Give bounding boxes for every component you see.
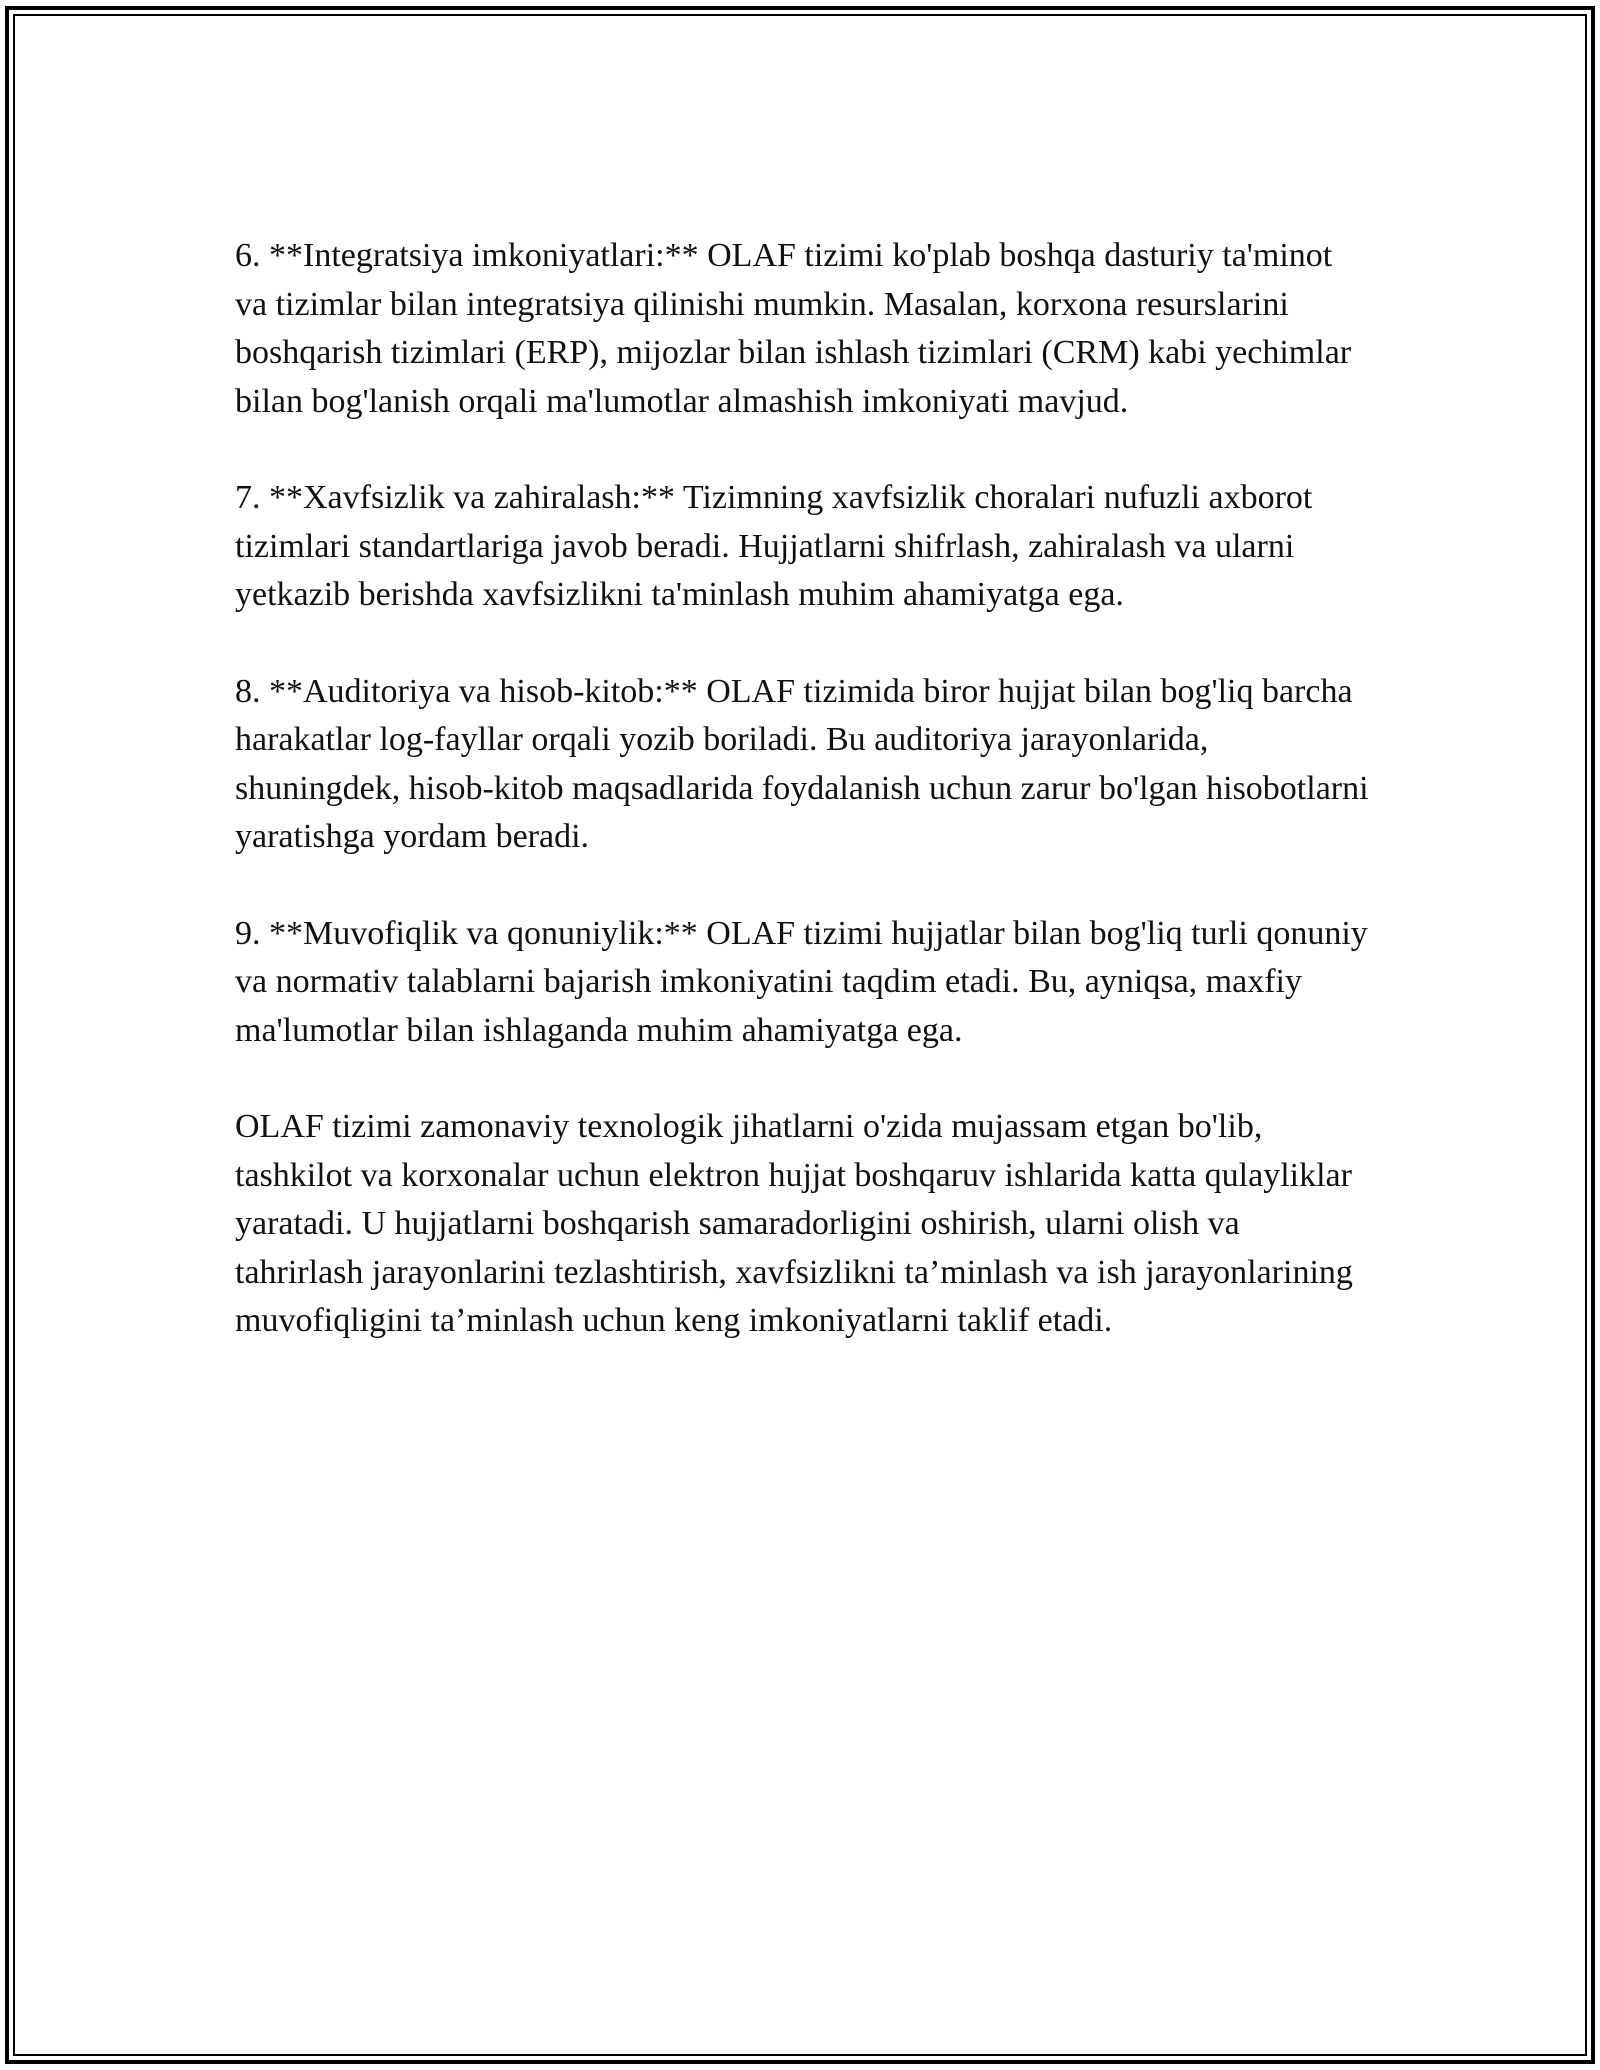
- paragraph-compliance-legality: 9. **Muvofiqlik va qonuniylik:** OLAF tizimi hujjatlar bilan bog'liq turli qonuniy va normativ talablarni bajarish imkoniyatini taqdim etadi. Bu, ayniqsa, maxfiy ma'lumotlar bilan ishlaganda muhim ahamiyatga ega.: [235, 914, 1368, 1049]
- document-body: [235, 232, 1370, 1394]
- paragraph-audit-accounting: 8. **Auditoriya va hisob-kitob:** OLAF tizimida biror hujjat bilan bog'liq barcha harakatlar log-fayllar orqali yozib boriladi. Bu auditoriya jarayonlarida, shuningdek, hisob-kitob maqsadlarida foydalanish uchun zarur bo'lgan hisobotlarni yaratishga yordam beradi.: [235, 672, 1369, 855]
- paragraph-conclusion: OLAF tizimi zamonaviy texnologik jihatlarni o'zida mujassam etgan bo'lib, tashkilot va korxonalar uchun elektron hujjat boshqaruv ishlarida katta qulayliklar yaratadi. U hujjatlarni boshqarish samaradorligini oshirish, ularni olish va tahrirlash jarayonlarini tezlashtirish, xavfsizlikni ta’minlash va ish jarayonlarining muvofiqligini ta’minlash uchun keng imkoniyatlarni taklif etadi.: [235, 1108, 1353, 1339]
- paragraph-integration: 6. **Integratsiya imkoniyatlari:** OLAF tizimi ko'plab boshqa dasturiy ta'minot va tizimlar bilan integratsiya qilinishi mumkin. Masalan, korxona resurslarini boshqarish tizimlari (ERP), mijozlar bilan ishlash tizimlari (CRM) kabi yechimlar bilan bog'lanish orqali ma'lumotlar almashish imkoniyati mavjud.: [235, 237, 1352, 420]
- paragraph-security-backup: 7. **Xavfsizlik va zahiralash:** Tizimning xavfsizlik choralari nufuzli axborot tizimlari standartlariga javob beradi. Hujjatlarni shifrlash, zahiralash va ularni yetkazib berishda xavfsizlikni ta'minlash muhim ahamiyatga ega.: [235, 479, 1313, 613]
